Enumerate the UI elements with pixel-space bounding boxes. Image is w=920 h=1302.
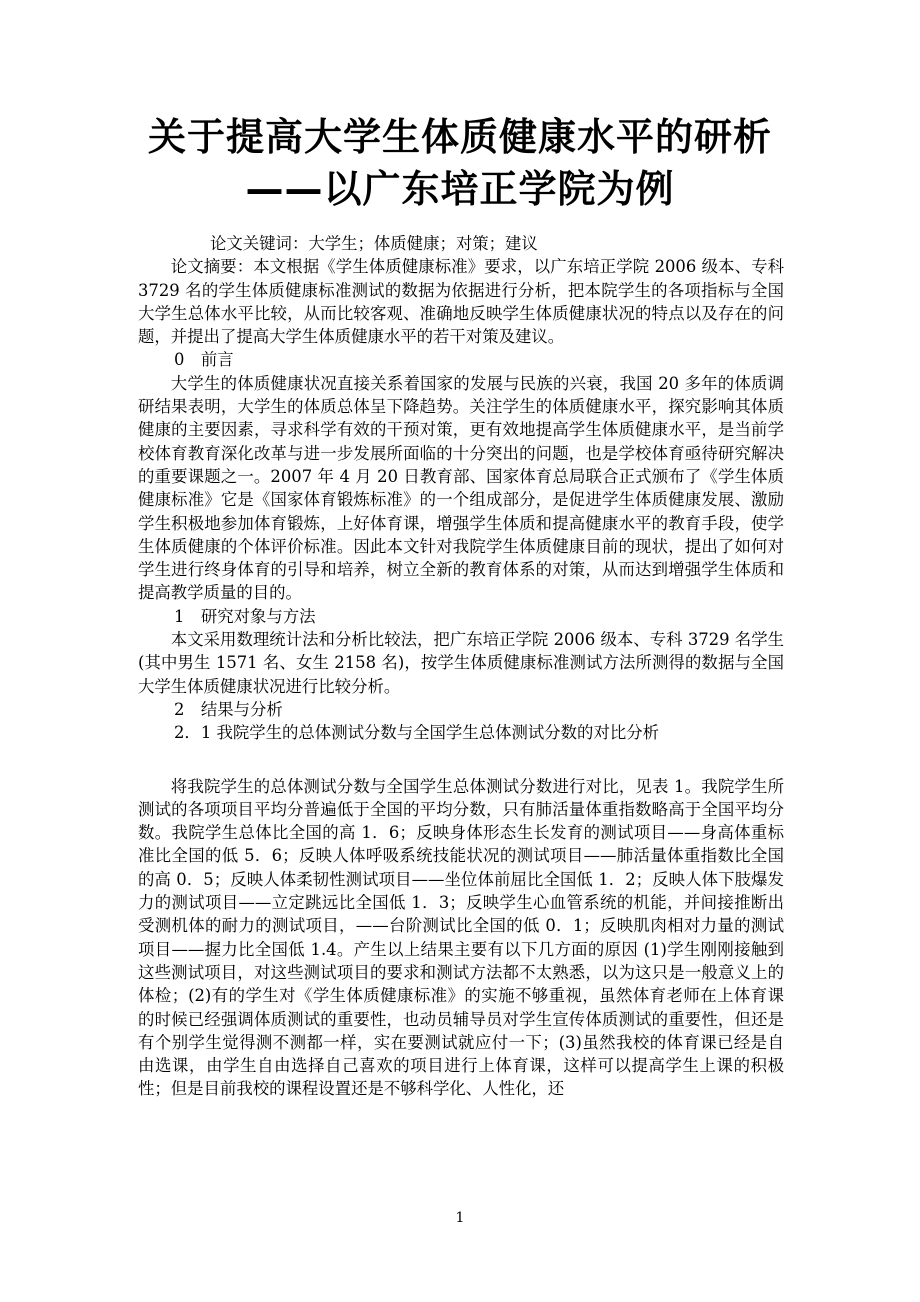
heading-results: 2 结果与分析 — [174, 699, 283, 719]
page-number: 1 — [455, 1210, 465, 1226]
heading-preface: 0 前言 — [174, 350, 234, 370]
paragraph-method: 本文采用数理统计法和分析比较法，把广东培正学院 2006 级本、专科 3729 名学生(其中男生 1571 名、女生 2158 名)，按学生体质健康标准测试方法所测得的数据与全国大学生体质健康状况进行比较分析。 — [138, 630, 784, 696]
title-line-1: 关于提高大学生体质健康水平的研析 — [147, 115, 772, 159]
heading-research-method: 1 研究对象与方法 — [174, 606, 316, 626]
paragraph-intro: 大学生的体质健康状况直接关系着国家的发展与民族的兴衰，我国 20 多年的体质调研结果表明，大学生的体质总体呈下降趋势。关注学生的体质健康水平，探究影响其体质健康的主要因素，寻求科学有效的干预对策，更有效地提高学生体质健康水平，是当前学校体育教育深化改革与进一步发展所面临的十分突出的问题，也是学校体育亟待研究解决的重要课题之一。2007 年 4 月 20 日教育部、国家体育总局联合正式颁布了《学生体质健康标准》它是《国家体育锻炼标准》的一个组成部分，是促进学生体质健康发展、激励学生积极地参加体育锻炼，上好体育课，增强学生体质和提高健康水平的教育手段，使学生体质健康的个体评价标准。因此本文针对我院学生体质健康目前的现状，提出了如何对学生进行终身体育的引导和培养，树立全新的教育体系的对策，从而达到增强学生体质和提高教学质量的目的。 — [138, 373, 784, 603]
spacer — [138, 745, 784, 775]
document-body — [138, 232, 784, 1101]
heading-results-2-1: 2．1 我院学生的总体测试分数与全国学生总体测试分数的对比分析 — [174, 723, 660, 743]
title-line-2: ——以广东培正学院为例 — [245, 167, 675, 211]
keywords: 论文关键词：大学生；体质健康；对策；建议 — [210, 234, 538, 253]
abstract: 论文摘要：本文根据《学生体质健康标准》要求，以广东培正学院 2006 级本、专科 3729 名的学生体质健康标准测试的数据为依据进行分析，把本院学生的各项指标与全国大学生总体水平比较，从而比较客观、准确地反映学生体质健康状况的特点以及存在的问题，并提出了提高大学生体质健康水平的若干对策及建议。 — [138, 257, 784, 347]
paragraph-results: 将我院学生的总体测试分数与全国学生总体测试分数进行对比，见表 1。我院学生所测试的各项项目平均分普遍低于全国的平均分数，只有肺活量体重指数略高于全国平均分数。我院学生总体比全国的高 1．6；反映身体形态生长发育的测试项目——身高体重标准比全国的低 5．6；反映人体呼吸系统技能状况的测试项目——肺活量体重指数比全国的高 0．5；反映人体柔韧性测试项目——坐位体前屈比全国低 1．2；反映人体下肢爆发力的测试项目——立定跳远比全国低 1．3；反映学生心血管系统的机能，并间接推断出受测机体的耐力的测试项目，——台阶测试比全国的低 0．1；反映肌肉相对力量的测试项目——握力比全国低 1.4。产生以上结果主要有以下几方面的原因 (1)学生刚刚接触到这些测试项目，对这些测试项目的要求和测试方法都不太熟悉，以为这只是一般意义上的体检；(2)有的学生对《学生体质健康标准》的实施不够重视，虽然体育老师在上体育课的时候已经强调体质测试的重要性，也动员辅导员对学生宣传体质测试的重要性，但还是有个别学生觉得测不测都一样，实在要测试就应付一下；(3)虽然我校的体育课已经是自由选课，由学生自由选择自己喜欢的项目进行上体育课，这样可以提高学生上课的积极性；但是目前我校的课程设置还是不够科学化、人性化，还 — [138, 776, 784, 1099]
